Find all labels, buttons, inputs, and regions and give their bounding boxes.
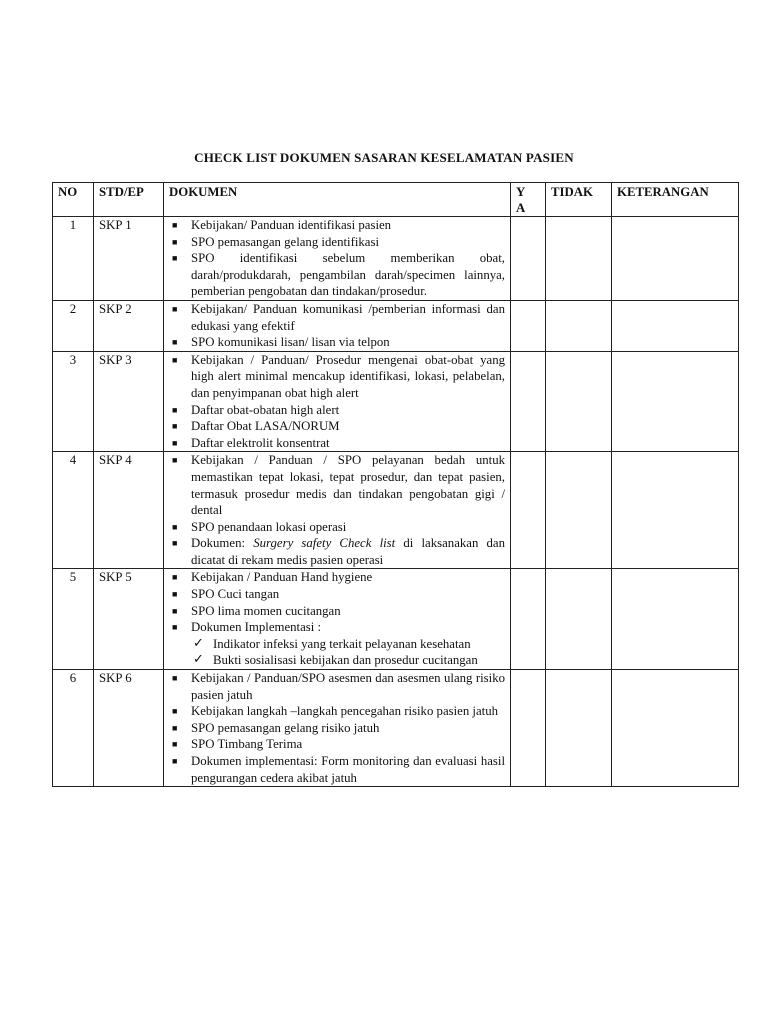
row-no: 6	[53, 670, 94, 787]
checkbox-cell-tidak[interactable]	[546, 300, 612, 351]
checkbox-cell-ya[interactable]	[511, 452, 546, 569]
list-item: ■ Dokumen implementasi: Form monitoring dan evaluasi hasil pengurangan cedera akibat jatuh	[172, 754, 505, 785]
square-bullet-icon: ■	[172, 220, 178, 230]
list-item: ■ SPO Timbang Terima	[172, 737, 303, 752]
square-bullet-icon: ■	[172, 673, 178, 684]
square-bullet-icon: ■	[172, 303, 178, 314]
page-title: CHECK LIST DOKUMEN SASARAN KESELAMATAN PASIEN	[194, 150, 574, 165]
checkbox-cell-tidak[interactable]	[546, 452, 612, 569]
surgery-checklist-term: Surgery safety Check list	[253, 536, 396, 551]
list-item: ■ Dokumen Implementasi : ✓ Indikator infeksi yang terkait pelayanan kesehatan ✓ Bukti sosialisasi kebijakan dan prosedur cucitangan	[169, 619, 505, 669]
row-dokumen	[164, 670, 511, 787]
table-row	[53, 670, 739, 787]
sub-list-item: ✓ Indikator infeksi yang terkait pelayanan kesehatan	[193, 634, 471, 651]
header-tidak: TIDAK	[546, 183, 612, 217]
row-dokumen	[164, 217, 511, 301]
checkbox-cell-ya[interactable]	[511, 569, 546, 670]
checkmark-icon: ✓	[193, 634, 204, 650]
square-bullet-icon: ■	[172, 756, 178, 766]
table-row	[53, 452, 739, 569]
row-no: 2	[53, 300, 94, 351]
header-ya-line1: Y	[516, 185, 526, 199]
checkmark-icon: ✓	[193, 651, 204, 667]
row-std: SKP 3	[94, 351, 164, 452]
square-bullet-icon: ■	[172, 722, 178, 733]
keterangan-cell[interactable]	[612, 670, 739, 787]
row-std: SKP 4	[94, 452, 164, 569]
header-ya-line2: A	[516, 201, 526, 215]
square-bullet-icon: ■	[172, 706, 178, 717]
row-std: SKP 1	[94, 217, 164, 301]
header-no: NO	[53, 183, 94, 217]
square-bullet-icon: ■	[172, 455, 178, 466]
list-item: ■ Kebijakan langkah –langkah pencegahan risiko pasien jatuh	[172, 704, 499, 719]
checkbox-cell-tidak[interactable]	[546, 217, 612, 301]
checkbox-cell-ya[interactable]	[511, 670, 546, 787]
list-item: ■ SPO komunikasi lisan/ lisan via telpon	[172, 335, 390, 350]
checkbox-cell-ya[interactable]	[511, 351, 546, 452]
sub-list-item: ✓ Bukti sosialisasi kebijakan dan prosedur cucitangan	[193, 651, 478, 668]
row-dokumen	[164, 452, 511, 569]
row-dokumen	[164, 300, 511, 351]
row-no: 5	[53, 569, 94, 670]
square-bullet-icon: ■	[172, 622, 178, 633]
list-item: ■ Kebijakan/ Panduan komunikasi /pemberian informasi dan edukasi yang efektif	[172, 301, 505, 333]
square-bullet-icon: ■	[172, 421, 178, 432]
list-item: ■ SPO identifikasi sebelum memberikan obat, darah/produkdarah, pengambilan darah/specimen lainnya, pemberian pengobatan dan tindakan/prosedur.	[172, 251, 505, 299]
table-row	[53, 351, 739, 452]
square-bullet-icon: ■	[172, 437, 178, 448]
list-item: ■ Kebijakan / Panduan/SPO asesmen dan asesmen ulang risiko pasien jatuh	[172, 671, 505, 702]
checkbox-cell-ya[interactable]	[511, 300, 546, 351]
list-item: ■ Dokumen: Surgery safety Check list di laksanakan dan dicatat di rekam medis pasien operasi	[172, 536, 505, 567]
square-bullet-icon: ■	[172, 572, 178, 583]
keterangan-cell[interactable]	[612, 300, 739, 351]
square-bullet-icon: ■	[172, 337, 178, 348]
list-item: ■ Kebijakan/ Panduan identifikasi pasien	[172, 218, 392, 232]
keterangan-cell[interactable]	[612, 569, 739, 670]
keterangan-cell[interactable]	[612, 217, 739, 301]
list-item: ■ Kebijakan / Panduan / SPO pelayanan bedah untuk memastikan tepat lokasi, tepat prosedur, dan tepat pasien, termasuk prosedur medis dan tindakan pengobatan gigi / dental	[172, 453, 505, 518]
checklist-table	[52, 182, 739, 787]
checkbox-cell-tidak[interactable]	[546, 670, 612, 787]
list-item: ■ SPO lima momen cucitangan	[172, 603, 341, 618]
row-no: 1	[53, 217, 94, 301]
header-keterangan: KETERANGAN	[612, 183, 739, 217]
row-dokumen	[164, 569, 511, 670]
list-item: ■ SPO pemasangan gelang identifikasi	[172, 234, 380, 249]
square-bullet-icon: ■	[172, 404, 178, 415]
list-item: ■ SPO Cuci tangan	[172, 587, 280, 602]
square-bullet-icon: ■	[172, 521, 178, 532]
table-row	[53, 569, 739, 670]
header-ya	[511, 183, 546, 217]
checkbox-cell-tidak[interactable]	[546, 569, 612, 670]
header-dokumen: DOKUMEN	[164, 183, 511, 217]
square-bullet-icon: ■	[172, 589, 178, 600]
square-bullet-icon: ■	[172, 739, 178, 750]
table-header-row	[53, 183, 739, 217]
row-no: 3	[53, 351, 94, 452]
list-item: ■ SPO penandaan lokasi operasi	[172, 519, 347, 534]
list-item: ■ SPO pemasangan gelang risiko jatuh	[172, 720, 380, 735]
square-bullet-icon: ■	[172, 605, 178, 616]
keterangan-cell[interactable]	[612, 351, 739, 452]
square-bullet-icon: ■	[172, 538, 178, 549]
list-item: ■ Daftar obat-obatan high alert	[172, 402, 340, 417]
row-std: SKP 6	[94, 670, 164, 787]
keterangan-cell[interactable]	[612, 452, 739, 569]
square-bullet-icon: ■	[172, 253, 178, 264]
list-item: ■ Kebijakan / Panduan/ Prosedur mengenai obat-obat yang high alert minimal mencakup identifikasi, lokasi, pelabelan, dan penyimpanan obat high alert	[172, 352, 505, 400]
row-no: 4	[53, 452, 94, 569]
square-bullet-icon: ■	[172, 236, 178, 247]
header-std: STD/EP	[94, 183, 164, 217]
list-item: ■ Daftar Obat LASA/NORUM	[172, 419, 340, 434]
table-row	[53, 217, 739, 301]
row-dokumen	[164, 351, 511, 452]
row-std: SKP 2	[94, 300, 164, 351]
list-item: ■ Kebijakan / Panduan Hand hygiene	[172, 570, 373, 585]
table-row	[53, 300, 739, 351]
checkbox-cell-tidak[interactable]	[546, 351, 612, 452]
list-item: ■ Daftar elektrolit konsentrat	[172, 435, 330, 450]
checkbox-cell-ya[interactable]	[511, 217, 546, 301]
square-bullet-icon: ■	[172, 354, 178, 365]
row-std: SKP 5	[94, 569, 164, 670]
